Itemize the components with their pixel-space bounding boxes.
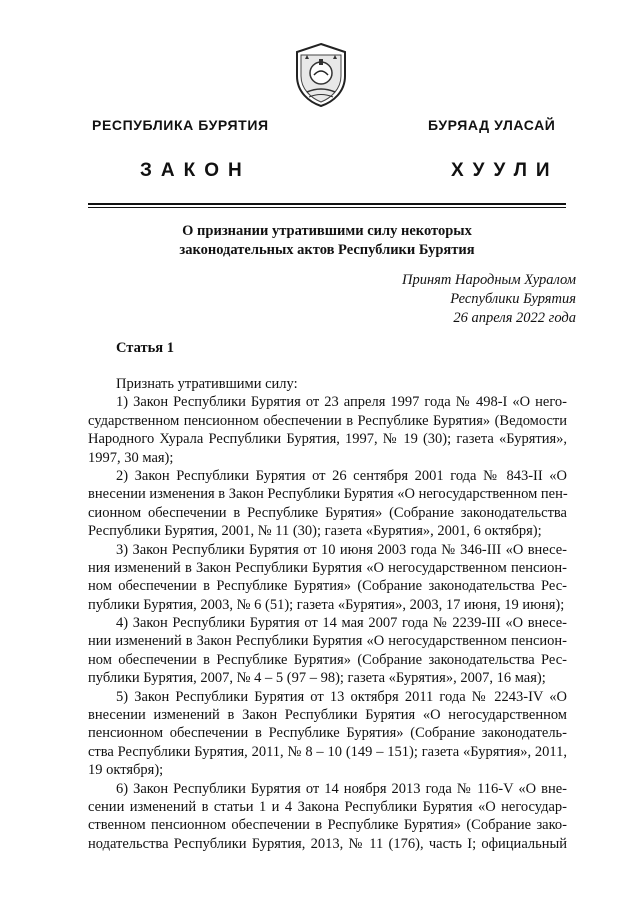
body-line: Республики Бурятия, 2001, № 11 (30); газета «Бурятия», 2001, 6 октября); bbox=[88, 523, 542, 540]
law-title-line: О признании утратившими силу некоторых bbox=[182, 223, 472, 239]
adoption-date: 26 апреля 2022 года bbox=[453, 310, 576, 326]
body-line: 5) Закон Республики Бурятия от 13 октября 2011 года № 2243-IV «О bbox=[116, 688, 567, 705]
adoption-note-line: Республики Бурятия bbox=[450, 291, 576, 307]
header-divider-thin bbox=[88, 207, 566, 208]
body-line: ном обеспечении в Республике Бурятия» (Собрание законодательства Рес- bbox=[88, 651, 567, 668]
body-line: внесении изменений в Закон Республики Бурятия «О негосударственном bbox=[88, 707, 567, 724]
republic-name-ru: РЕСПУБЛИКА БУРЯТИЯ bbox=[92, 117, 269, 133]
body-line: ства Республики Бурятия, 2011, № 8 – 10 (149 – 151); газета «Бурятия», 2011, bbox=[88, 743, 567, 760]
document-type-bua: ХУУЛИ bbox=[451, 160, 559, 181]
adoption-note-line: Принят Народным Хуралом bbox=[401, 272, 576, 288]
header-divider bbox=[88, 203, 566, 205]
body-line: 1) Закон Республики Бурятия от 23 апреля 1997 года № 498-I «О него- bbox=[116, 394, 567, 411]
article-body bbox=[88, 375, 567, 853]
body-line: пенсионном обеспечении в Республике Бурятия» (Собрание законодатель- bbox=[88, 725, 567, 742]
body-line: 1997, 30 мая); bbox=[88, 449, 174, 466]
body-line: 4) Закон Республики Бурятия от 14 мая 2007 года № 2239-III «О внесе- bbox=[116, 615, 567, 632]
adoption-note bbox=[402, 271, 576, 328]
body-line: 19 октября); bbox=[88, 762, 164, 779]
body-line: 3) Закон Республики Бурятия от 10 июня 2003 года № 346-III «О внесе- bbox=[116, 541, 567, 558]
body-line: публики Бурятия, 2003, № 6 (51); газета «Бурятия», 2003, 17 июня, 19 июня); bbox=[88, 596, 565, 613]
body-line: ния изменений в Закон Республики Бурятия «О негосударственном пенсион- bbox=[88, 559, 567, 576]
document-type-ru: ЗАКОН bbox=[140, 160, 251, 181]
body-line: сударственном пенсионном обеспечении в Республике Бурятия» (Ведомости bbox=[88, 412, 567, 429]
body-line: Признать утратившими силу: bbox=[116, 376, 298, 392]
law-title-line: законодательных актов Республики Бурятия bbox=[179, 242, 475, 258]
body-line: 2) Закон Республики Бурятия от 26 сентября 2001 года № 843-II «О bbox=[116, 467, 567, 484]
body-line: нодательства Республики Бурятия, 2013, № 11 (176), часть I; официальный bbox=[88, 835, 567, 852]
body-line: ном обеспечении в Республике Бурятия» (Собрание законодательства Рес- bbox=[88, 578, 567, 595]
republic-name-bua: БУРЯАД УЛАСАЙ bbox=[428, 117, 556, 133]
article-heading: Статья 1 bbox=[116, 340, 174, 356]
body-line: внесении изменения в Закон Республики Бурятия «О негосударственном пен- bbox=[88, 486, 568, 503]
body-line: сионном обеспечении в Республике Бурятия» (Собрание законодательства bbox=[88, 504, 567, 521]
body-line: публики Бурятия, 2007, № 4 – 5 (97 – 98); газета «Бурятия», 2007, 16 мая); bbox=[88, 670, 546, 687]
body-line: ственном пенсионном обеспечении в Республике Бурятия» (Собрание зако- bbox=[88, 817, 567, 834]
body-line: нии изменений в Закон Республики Бурятия «О негосударственном пенсион- bbox=[88, 633, 567, 650]
coat-of-arms-icon bbox=[293, 42, 349, 108]
body-line: Народного Хурала Республики Бурятия, 1997, № 19 (30); газета «Бурятия», bbox=[88, 431, 567, 448]
body-line: сении изменений в статьи 1 и 4 Закона Республики Бурятия «О негосудар- bbox=[88, 798, 567, 815]
law-title bbox=[88, 222, 566, 260]
body-line: 6) Закон Республики Бурятия от 14 ноября 2013 года № 116-V «О вне- bbox=[116, 780, 567, 797]
